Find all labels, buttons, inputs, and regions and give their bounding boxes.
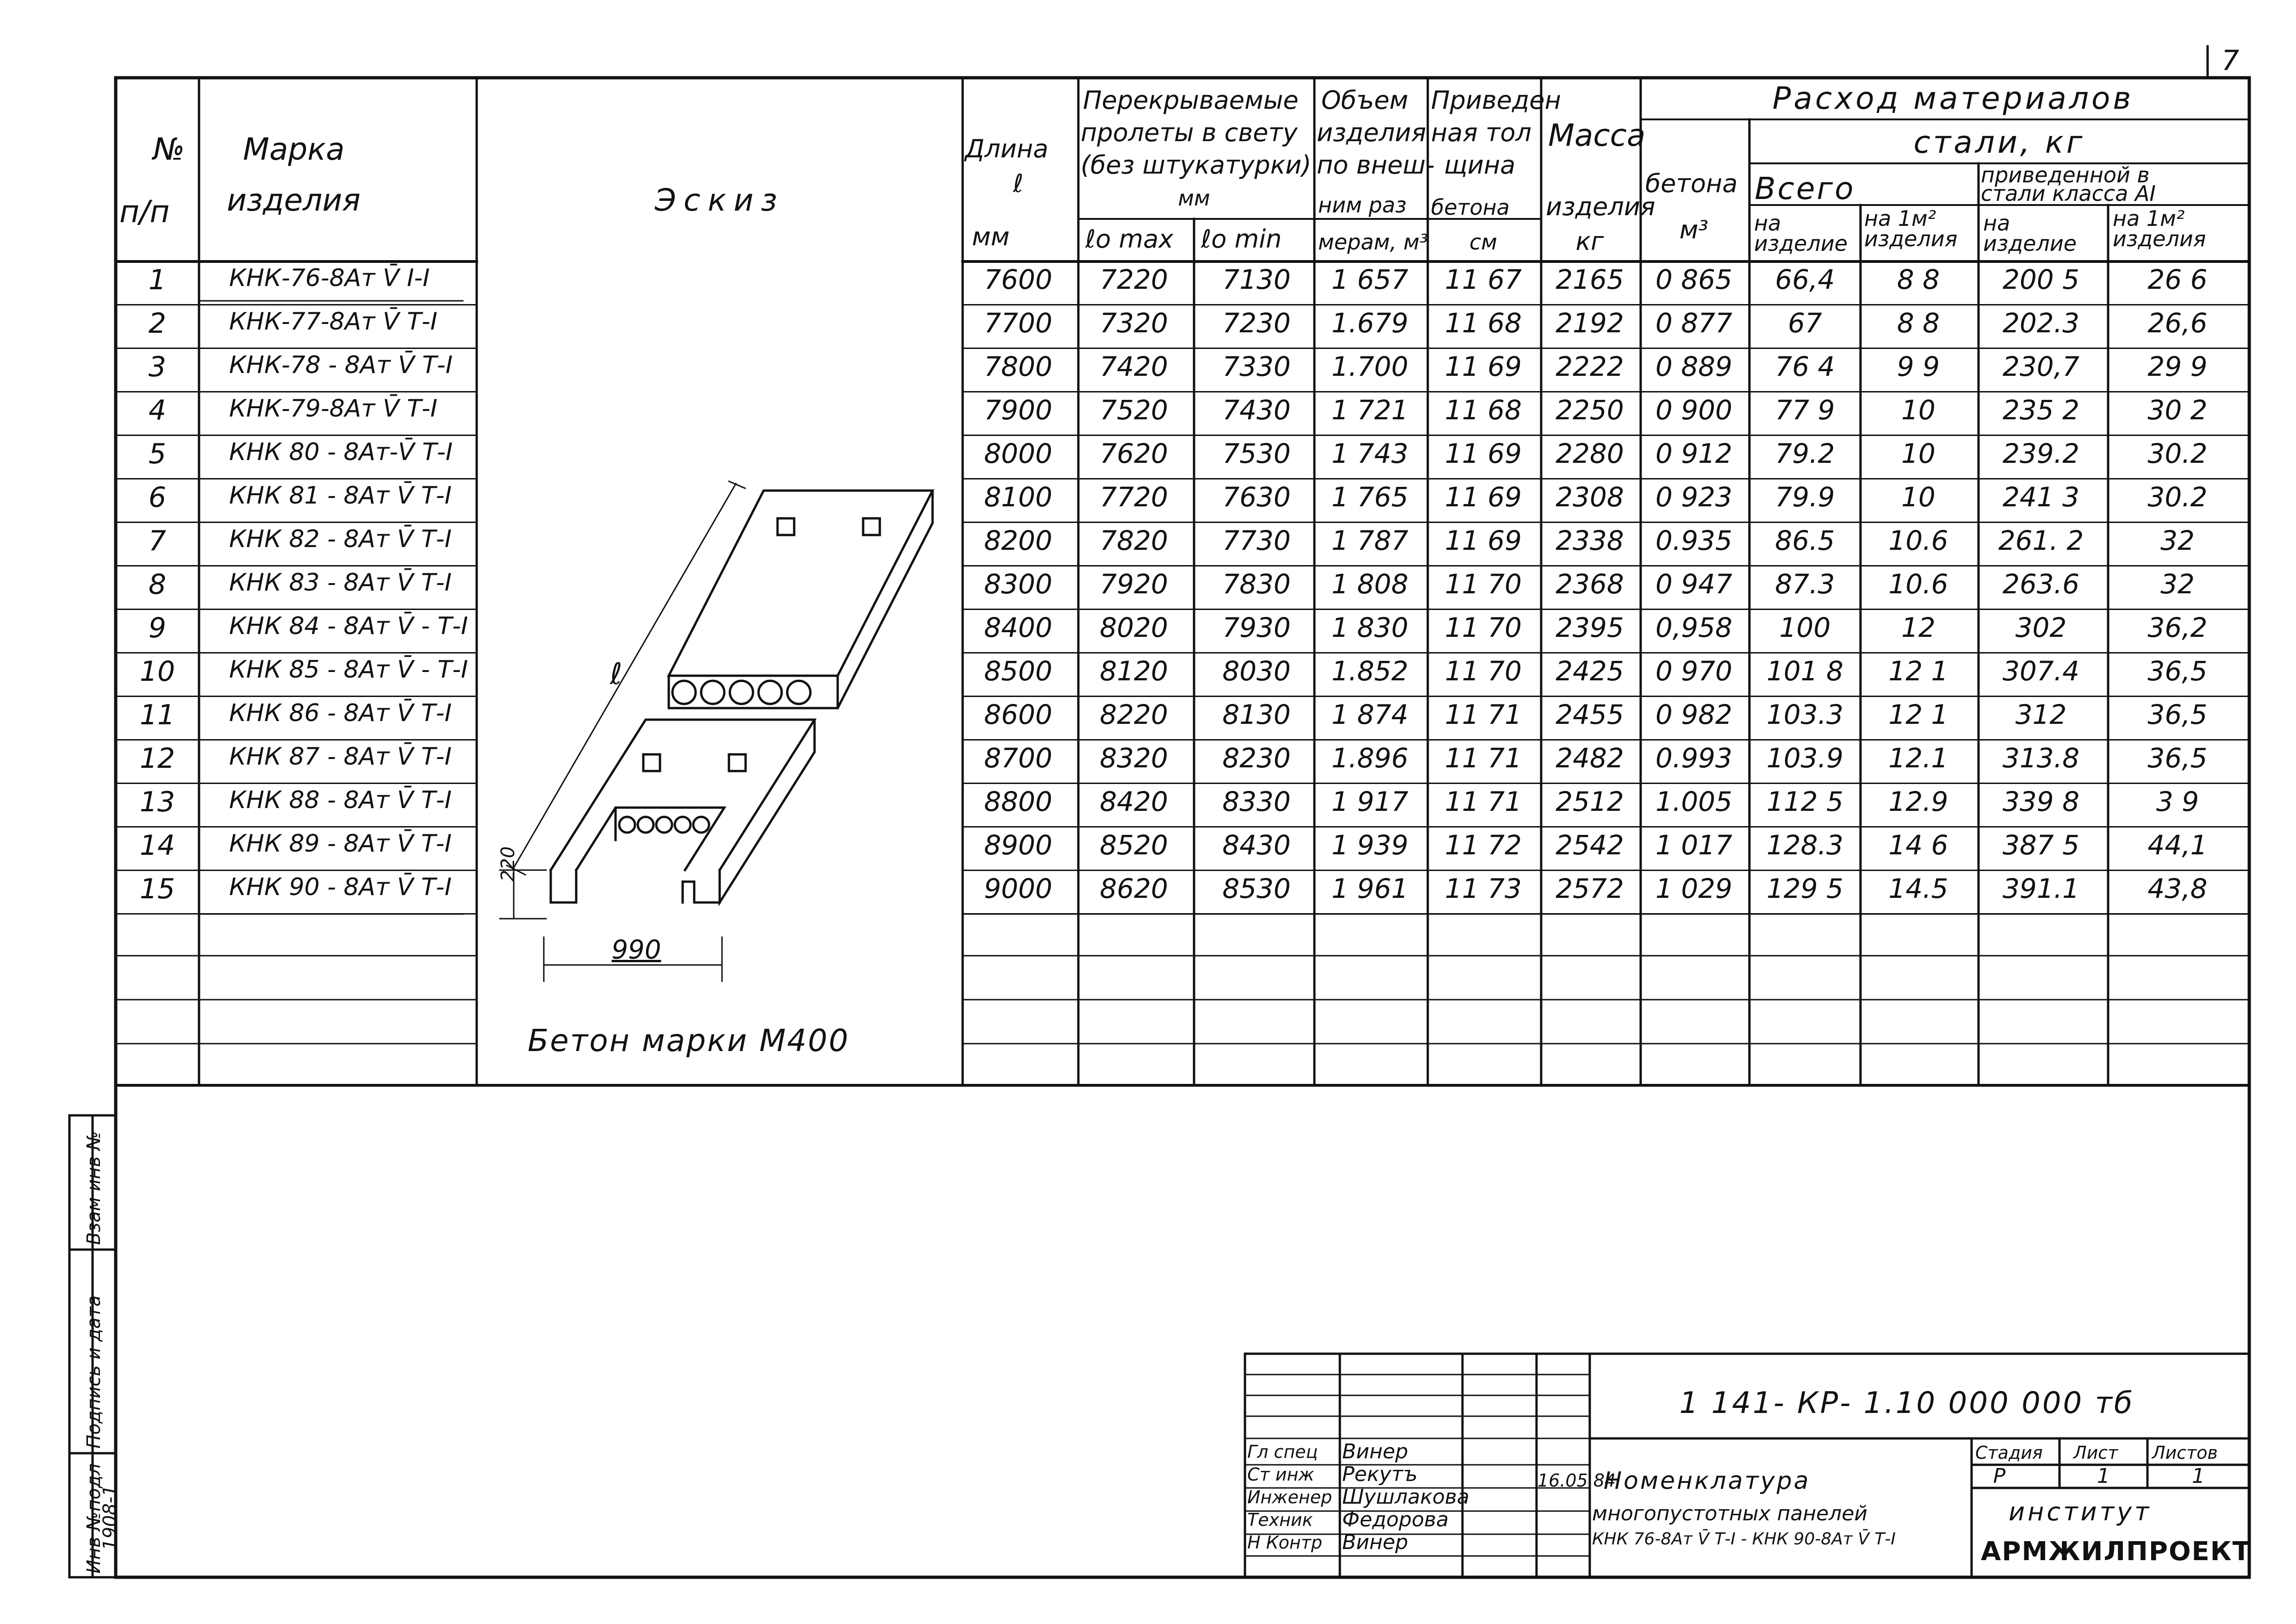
row-1-mass: 2165 [1556, 264, 1624, 295]
row-4-mark: КНК-79-8Ат V̄ Т-I [229, 395, 438, 423]
row-12-conc: 0.993 [1655, 742, 1733, 774]
row-14-conc: 1 017 [1655, 829, 1733, 861]
row-4-vol: 1 721 [1331, 394, 1409, 426]
row-12-mark: КНК 87 - 8Ат V̄ Т-I [229, 743, 452, 771]
header-concrete: бетона [1645, 169, 1738, 198]
row-7-mark: КНК 82 - 8Ат V̄ Т-I [229, 525, 452, 553]
row-divider [963, 696, 2249, 697]
row-divider [963, 826, 2249, 828]
row-1-st-item: 66,4 [1775, 264, 1835, 295]
row-2-mark: КНК-77-8Ат V̄ Т-I [229, 308, 438, 336]
doc-title-2: многопустотных панелей [1592, 1502, 1867, 1525]
row-3-lmin: 7330 [1222, 351, 1291, 382]
row-divider [963, 609, 2249, 610]
row-7-conc: 0.935 [1655, 525, 1733, 556]
row-14-st-item: 128.3 [1766, 829, 1844, 861]
row-1-red-m2: 26 6 [2147, 264, 2208, 295]
row-9-thick: 11 70 [1444, 612, 1522, 643]
row-8-vol: 1 808 [1331, 568, 1409, 600]
row-divider [963, 783, 2249, 784]
row-14-lmax: 8520 [1100, 829, 1168, 861]
row-divider [116, 304, 477, 305]
header-materials: Расход материалов [1772, 81, 2134, 116]
row-divider [116, 435, 477, 436]
row-6-len: 8100 [984, 481, 1052, 513]
row-8-len: 8300 [984, 568, 1052, 600]
row-7-len: 8200 [984, 525, 1052, 556]
row-12-red-m2: 36,5 [2147, 742, 2208, 774]
row-12-thick: 11 71 [1444, 742, 1522, 774]
row-7-thick: 11 69 [1444, 525, 1522, 556]
row-5-conc: 0 912 [1655, 438, 1733, 469]
row-8-lmin: 7830 [1222, 568, 1291, 600]
row-7-st-m2: 10.6 [1888, 525, 1948, 556]
row-9-red-m2: 36,2 [2147, 612, 2208, 643]
header-mark: Марка [243, 131, 345, 167]
row-14-mass: 2542 [1556, 829, 1624, 861]
row-15-red-m2: 43,8 [2147, 873, 2208, 904]
row-divider [963, 739, 2249, 740]
row-1-st-m2: 8 8 [1897, 264, 1940, 295]
row-6-red-m2: 30.2 [2147, 481, 2208, 513]
row-15-vol: 1 961 [1331, 873, 1409, 904]
row-4-n: 4 [148, 394, 167, 427]
row-5-lmin: 7530 [1222, 438, 1291, 469]
row-15-st-m2: 14.5 [1888, 873, 1948, 904]
header-mass-3: кг [1575, 227, 1604, 256]
header-steel-m2: на 1м² изделия [1864, 206, 1958, 251]
row-2-st-m2: 8 8 [1897, 307, 1940, 339]
row-divider [963, 652, 2249, 653]
row-3-n: 3 [148, 351, 167, 383]
header-spans-2: пролеты в свету [1081, 118, 1298, 147]
header-spans-unit: мм [1178, 186, 1210, 211]
row-11-len: 8600 [984, 699, 1052, 730]
row-5-lmax: 7620 [1100, 438, 1168, 469]
row-5-red-m2: 30.2 [2147, 438, 2208, 469]
row-13-red-m2: 3 9 [2156, 786, 2199, 817]
row-13-len: 8800 [984, 786, 1052, 817]
row-4-len: 7900 [984, 394, 1052, 426]
row-8-st-m2: 10.6 [1888, 568, 1948, 600]
row-11-red-item: 312 [2015, 699, 2067, 730]
row-10-vol: 1.852 [1331, 655, 1409, 687]
row-5-red-item: 239.2 [2002, 438, 2080, 469]
row-2-lmax: 7320 [1100, 307, 1168, 339]
header-volume-5: мерам, м³ [1318, 230, 1428, 255]
row-divider [963, 870, 2249, 871]
row-10-mass: 2425 [1556, 655, 1624, 687]
row-1-lmin: 7130 [1222, 264, 1291, 295]
row-13-vol: 1 917 [1331, 786, 1409, 817]
row-7-lmax: 7820 [1100, 525, 1168, 556]
row-4-lmax: 7520 [1100, 394, 1168, 426]
row-3-lmax: 7420 [1100, 351, 1168, 382]
header-concrete-unit: м³ [1679, 215, 1709, 244]
row-15-mark: КНК 90 - 8Ат V̄ Т-I [229, 873, 452, 901]
row-7-red-item: 261. 2 [1998, 525, 2084, 556]
row-3-mark: КНК-78 - 8Ат V̄ Т-I [229, 351, 453, 379]
row-7-lmin: 7730 [1222, 525, 1291, 556]
row-2-thick: 11 68 [1444, 307, 1522, 339]
row-9-red-item: 302 [2015, 612, 2067, 643]
row-13-thick: 11 71 [1444, 786, 1522, 817]
row-15-st-item: 129 5 [1766, 873, 1844, 904]
row-5-n: 5 [148, 438, 167, 470]
row-divider [116, 913, 477, 915]
header-thick-1: Приведен [1431, 86, 1561, 115]
row-12-len: 8700 [984, 742, 1052, 774]
row-12-n: 12 [139, 742, 175, 775]
row-11-lmax: 8220 [1100, 699, 1168, 730]
stage-value: Р [1993, 1464, 2006, 1488]
row-divider [116, 348, 477, 349]
row-4-st-item: 77 9 [1775, 394, 1835, 426]
header-steel-item: на изделие [1754, 211, 1848, 256]
row-4-mass: 2250 [1556, 394, 1624, 426]
row-13-red-item: 339 8 [2002, 786, 2080, 817]
doc-code: 1 141- КР- 1.10 000 000 тб [1679, 1386, 2134, 1420]
row-2-conc: 0 877 [1655, 307, 1733, 339]
row-13-mark: КНК 88 - 8Ат V̄ Т-I [229, 786, 452, 814]
institute-label: институт [2009, 1497, 2152, 1526]
role-label: Техник [1247, 1510, 1313, 1530]
row-divider [116, 783, 477, 784]
row-7-n: 7 [148, 525, 167, 557]
header-mass-1: Масса [1548, 118, 1646, 153]
row-13-st-item: 112 5 [1766, 786, 1844, 817]
row-12-st-m2: 12.1 [1888, 742, 1948, 774]
side-stamp-replace: Взам инв № [83, 1131, 105, 1245]
header-volume-4: ним раз [1318, 193, 1407, 218]
row-3-red-m2: 29 9 [2147, 351, 2208, 382]
row-5-st-item: 79.2 [1775, 438, 1835, 469]
page-number: 7 [2221, 44, 2240, 77]
row-8-st-item: 87.3 [1775, 568, 1835, 600]
row-10-len: 8500 [984, 655, 1052, 687]
row-divider [116, 652, 477, 653]
side-stamp-inv: Инв №подл [83, 1463, 105, 1574]
sheet-label: Лист [2073, 1443, 2118, 1463]
row-10-lmax: 8120 [1100, 655, 1168, 687]
row-15-mass: 2572 [1556, 873, 1624, 904]
row-9-mass: 2395 [1556, 612, 1624, 643]
row-3-st-m2: 9 9 [1897, 351, 1940, 382]
row-divider [116, 565, 477, 566]
row-14-lmin: 8430 [1222, 829, 1291, 861]
row-15-lmin: 8530 [1222, 873, 1291, 904]
row-divider [963, 522, 2249, 523]
doc-title-1: Номенклатура [1604, 1467, 1811, 1495]
row-15-n: 15 [139, 873, 175, 905]
header-mark-sub: изделия [227, 182, 361, 218]
row-divider [116, 609, 477, 610]
row-1-vol: 1 657 [1331, 264, 1409, 295]
row-2-mass: 2192 [1556, 307, 1624, 339]
header-lmax: ℓo max [1085, 224, 1174, 254]
row-3-conc: 0 889 [1655, 351, 1733, 382]
row-11-st-m2: 12 1 [1888, 699, 1948, 730]
row-13-st-m2: 12.9 [1888, 786, 1948, 817]
row-13-conc: 1.005 [1655, 786, 1733, 817]
row-1-thick: 11 67 [1444, 264, 1522, 295]
row-11-thick: 11 71 [1444, 699, 1522, 730]
row-11-mark: КНК 86 - 8Ат V̄ Т-I [229, 699, 452, 727]
row-1-red-item: 200 5 [2002, 264, 2080, 295]
header-thick-4: бетона [1431, 195, 1510, 220]
header-total: Всего [1755, 171, 1855, 206]
row-divider [963, 348, 2249, 349]
role-name: Шушлакова [1342, 1485, 1469, 1509]
row-5-thick: 11 69 [1444, 438, 1522, 469]
row-divider [116, 826, 477, 828]
row-3-len: 7800 [984, 351, 1052, 382]
row-10-st-m2: 12 1 [1888, 655, 1948, 687]
row-10-st-item: 101 8 [1766, 655, 1844, 687]
row-8-red-m2: 32 [2160, 568, 2195, 600]
header-steel: стали, кг [1913, 124, 2085, 160]
row-6-st-m2: 10 [1901, 481, 1935, 513]
side-stamp-inv-value: 1908-1 [100, 1485, 121, 1550]
row-9-st-item: 100 [1779, 612, 1831, 643]
row-13-lmin: 8330 [1222, 786, 1291, 817]
row-2-st-item: 67 [1788, 307, 1822, 339]
row-6-st-item: 79.9 [1775, 481, 1835, 513]
row-9-vol: 1 830 [1331, 612, 1409, 643]
table-rows [116, 914, 2249, 1085]
row-4-conc: 0 900 [1655, 394, 1733, 426]
row-1-len: 7600 [984, 264, 1052, 295]
row-6-mass: 2308 [1556, 481, 1624, 513]
signature-date: 16.05.84 [1537, 1470, 1616, 1491]
row-divider [116, 391, 477, 392]
row-15-len: 9000 [984, 873, 1052, 904]
header-reduced-item: на изделие [1983, 211, 2077, 256]
row-1-mark: КНК-76-8Ат V̄ I-I [229, 264, 430, 292]
row-12-mass: 2482 [1556, 742, 1624, 774]
header-spans-1: Перекрываемые [1083, 86, 1299, 115]
row-15-conc: 1 029 [1655, 873, 1733, 904]
header-lmin: ℓo min [1201, 224, 1282, 254]
row-8-mark: КНК 83 - 8Ат V̄ Т-I [229, 569, 452, 597]
row-12-vol: 1.896 [1331, 742, 1409, 774]
header-thick-3: щина [1444, 150, 1516, 180]
header-mass-2: изделия [1546, 192, 1655, 221]
row-divider [963, 304, 2249, 305]
row-divider [963, 565, 2249, 566]
row-8-thick: 11 70 [1444, 568, 1522, 600]
row-13-n: 13 [139, 786, 175, 818]
side-stamp-sign: Подпись и дата [83, 1295, 105, 1449]
sheet-value: 1 [2097, 1464, 2110, 1488]
row-4-lmin: 7430 [1222, 394, 1291, 426]
row-8-n: 8 [148, 568, 167, 601]
header-no-sub: п/п [119, 194, 170, 230]
row-14-len: 8900 [984, 829, 1052, 861]
row-3-vol: 1.700 [1331, 351, 1409, 382]
header-volume-1: Объем [1321, 86, 1408, 115]
row-13-lmax: 8420 [1100, 786, 1168, 817]
row-3-thick: 11 69 [1444, 351, 1522, 382]
row-8-red-item: 263.6 [2002, 568, 2080, 600]
role-label: Инженер [1247, 1487, 1332, 1507]
header-no-label: № [153, 131, 185, 167]
row-2-len: 7700 [984, 307, 1052, 339]
row-2-n: 2 [148, 307, 167, 340]
row-11-red-m2: 36,5 [2147, 699, 2208, 730]
row-divider [963, 391, 2249, 392]
row-7-vol: 1 787 [1331, 525, 1409, 556]
row-10-thick: 11 70 [1444, 655, 1522, 687]
row-9-conc: 0,958 [1655, 612, 1733, 643]
role-name: Винер [1342, 1440, 1408, 1463]
row-7-red-m2: 32 [2160, 525, 2195, 556]
row-10-red-item: 307.4 [2002, 655, 2080, 687]
role-name: Винер [1342, 1531, 1408, 1554]
sheet-frame [116, 78, 2249, 1577]
row-6-red-item: 241 3 [2002, 481, 2080, 513]
row-9-st-m2: 12 [1901, 612, 1935, 643]
role-label: Гл спец [1247, 1442, 1318, 1462]
role-label: Н Контр [1247, 1532, 1322, 1553]
row-9-lmax: 8020 [1100, 612, 1168, 643]
row-8-conc: 0 947 [1655, 568, 1733, 600]
row-2-red-m2: 26,6 [2147, 307, 2208, 339]
sketch-width-label: 990 [611, 935, 661, 965]
row-divider [116, 696, 477, 697]
row-5-st-m2: 10 [1901, 438, 1935, 469]
sketch-concrete-note: Бетон марки М400 [528, 1023, 850, 1058]
row-divider [963, 435, 2249, 436]
row-11-mass: 2455 [1556, 699, 1624, 730]
row-12-red-item: 313.8 [2002, 742, 2080, 774]
row-5-len: 8000 [984, 438, 1052, 469]
header-reduced-1: приведенной в [1981, 162, 2150, 187]
row-6-thick: 11 69 [1444, 481, 1522, 513]
sheets-label: Листов [2152, 1443, 2218, 1463]
row-9-lmin: 7930 [1222, 612, 1291, 643]
row-10-mark: КНК 85 - 8Ат V̄ - Т-I [229, 656, 468, 684]
row-15-red-item: 391.1 [2002, 873, 2080, 904]
row-3-st-item: 76 4 [1775, 351, 1835, 382]
header-thick-2: ная тол [1431, 118, 1532, 147]
role-name: Федорова [1342, 1508, 1449, 1531]
header-reduced-2: стали класса АI [1981, 181, 2156, 206]
row-8-mass: 2368 [1556, 568, 1624, 600]
row-4-red-item: 235 2 [2002, 394, 2080, 426]
row-4-red-m2: 30 2 [2147, 394, 2208, 426]
row-1-n: 1 [148, 264, 167, 296]
row-11-st-item: 103.3 [1766, 699, 1844, 730]
row-14-red-item: 387 5 [2002, 829, 2080, 861]
row-9-len: 8400 [984, 612, 1052, 643]
header-reduced-m2: на 1м² изделия [2113, 206, 2206, 251]
row-11-conc: 0 982 [1655, 699, 1733, 730]
row-2-red-item: 202.3 [2002, 307, 2080, 339]
header-sketch: Эскиз [654, 182, 785, 218]
doc-title-3: КНК 76-8Ат V̄ Т-I - КНК 90-8Ат V̄ Т-I [1592, 1530, 1896, 1549]
row-6-vol: 1 765 [1331, 481, 1409, 513]
row-4-thick: 11 68 [1444, 394, 1522, 426]
row-10-red-m2: 36,5 [2147, 655, 2208, 687]
row-14-thick: 11 72 [1444, 829, 1522, 861]
panel-sketch [500, 481, 933, 981]
row-11-vol: 1 874 [1331, 699, 1409, 730]
row-divider [116, 739, 477, 740]
row-3-red-item: 230,7 [2002, 351, 2080, 382]
row-13-mass: 2512 [1556, 786, 1624, 817]
role-name: Рекутъ [1342, 1462, 1418, 1486]
sketch-height-label: 220 [498, 846, 519, 882]
header-length-unit: мм [972, 222, 1010, 251]
sketch-length-label: ℓ [610, 657, 622, 691]
role-label: Ст инж [1247, 1464, 1314, 1485]
row-15-thick: 11 73 [1444, 873, 1522, 904]
row-12-st-item: 103.9 [1766, 742, 1844, 774]
row-14-red-m2: 44,1 [2147, 829, 2208, 861]
row-10-conc: 0 970 [1655, 655, 1733, 687]
row-14-st-m2: 14 6 [1888, 829, 1948, 861]
row-4-st-m2: 10 [1901, 394, 1935, 426]
row-divider [116, 522, 477, 523]
row-5-mark: КНК 80 - 8Ат-V̄ Т-I [229, 438, 453, 466]
row-6-conc: 0 923 [1655, 481, 1733, 513]
row-2-vol: 1.679 [1331, 307, 1409, 339]
row-11-n: 11 [139, 699, 175, 731]
row-8-lmax: 7920 [1100, 568, 1168, 600]
row-divider [963, 913, 2249, 915]
row-3-mass: 2222 [1556, 351, 1624, 382]
row-7-mass: 2338 [1556, 525, 1624, 556]
row-14-mark: КНК 89 - 8Ат V̄ Т-I [229, 830, 452, 858]
sheets-value: 1 [2192, 1464, 2205, 1488]
header-length-sym: ℓ [1013, 169, 1024, 198]
row-5-vol: 1 743 [1331, 438, 1409, 469]
row-15-lmax: 8620 [1100, 873, 1168, 904]
stage-label: Стадия [1975, 1443, 2043, 1463]
header-length: Длина [965, 134, 1049, 163]
row-10-lmin: 8030 [1222, 655, 1291, 687]
row-2-lmin: 7230 [1222, 307, 1291, 339]
row-6-mark: КНК 81 - 8Ат V̄ Т-I [229, 482, 452, 510]
row-1-conc: 0 865 [1655, 264, 1733, 295]
row-9-n: 9 [148, 612, 167, 644]
row-7-st-item: 86.5 [1775, 525, 1835, 556]
org-name: АРМЖИЛПРОЕКТ [1981, 1537, 2251, 1567]
row-5-mass: 2280 [1556, 438, 1624, 469]
row-12-lmax: 8320 [1100, 742, 1168, 774]
header-spans-3: (без штукатурки) [1081, 150, 1312, 180]
row-14-vol: 1 939 [1331, 829, 1409, 861]
header-thick-5: см [1469, 230, 1497, 255]
header-volume-2: изделия [1317, 118, 1426, 147]
row-divider [116, 478, 477, 479]
row-divider [116, 870, 477, 871]
row-6-lmax: 7720 [1100, 481, 1168, 513]
row-10-n: 10 [139, 655, 175, 688]
row-1-lmax: 7220 [1100, 264, 1168, 295]
row-divider [963, 478, 2249, 479]
row-14-n: 14 [139, 829, 175, 862]
row-6-lmin: 7630 [1222, 481, 1291, 513]
row-11-lmin: 8130 [1222, 699, 1291, 730]
row-9-mark: КНК 84 - 8Ат V̄ - Т-I [229, 612, 468, 640]
row-12-lmin: 8230 [1222, 742, 1291, 774]
row-6-n: 6 [148, 481, 167, 514]
header-volume-3: по внеш- [1317, 150, 1435, 180]
